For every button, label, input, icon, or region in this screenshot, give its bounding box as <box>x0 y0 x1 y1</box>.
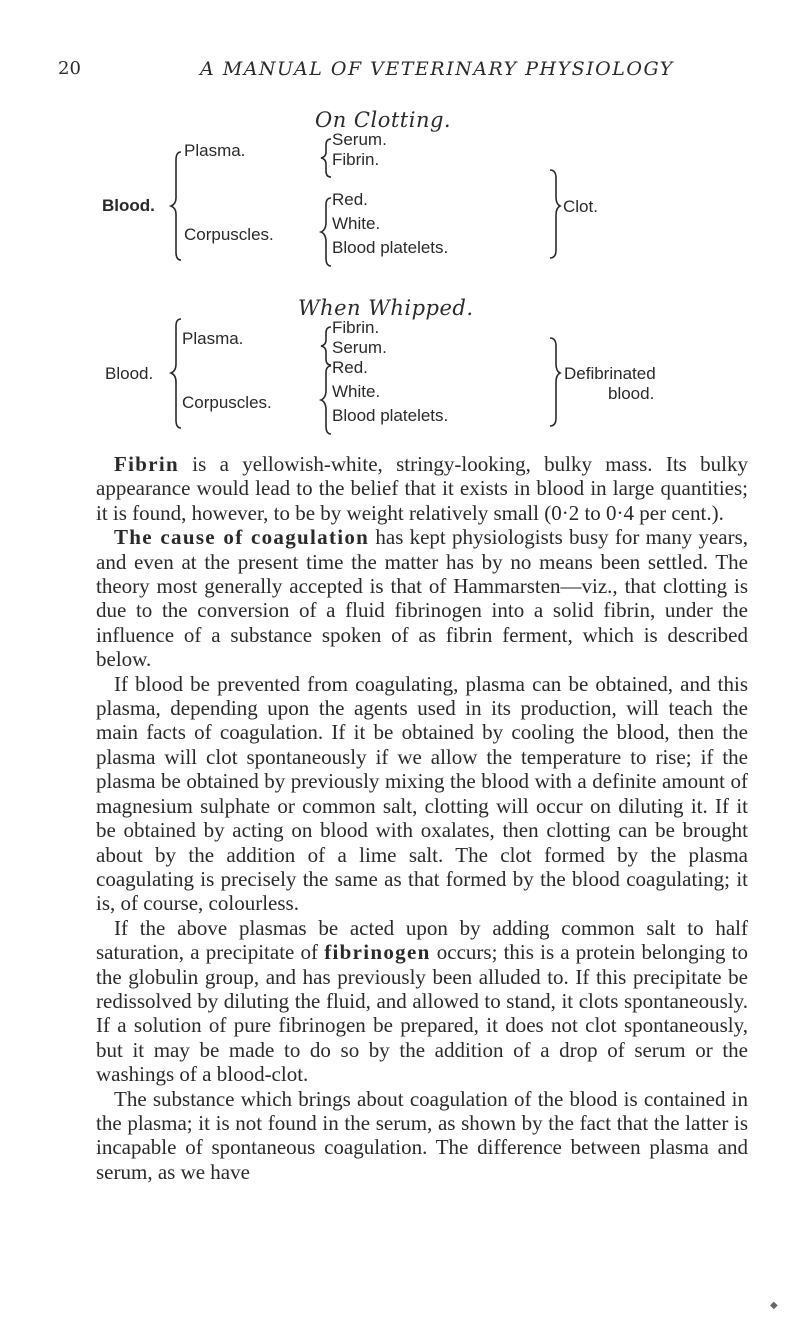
paragraph-fibrin <box>96 452 748 525</box>
whipped-result-line2: blood. <box>608 384 655 403</box>
whipped-result-line1: Defibrinated <box>564 364 656 383</box>
clotting-root-label: Blood. <box>102 196 155 215</box>
clotting-plasma-part-serum: Serum. <box>332 130 387 149</box>
body-text <box>96 452 748 1184</box>
whipped-corpuscle-part-white: White. <box>332 382 381 401</box>
whipped-corpuscles-label: Corpuscles. <box>182 393 272 412</box>
clotting-corpuscle-part-red: Red. <box>332 190 368 209</box>
cause-heading: The cause of coagulation <box>114 525 370 550</box>
whipped-corpuscle-part-red: Red. <box>332 358 368 377</box>
whipped-plasma-label: Plasma. <box>182 329 244 348</box>
clotting-result: Clot. <box>563 197 598 216</box>
clotting-diagram-title: On Clotting. <box>315 108 452 132</box>
whipped-result-brace <box>0 0 800 420</box>
whipped-plasma-part-serum: Serum. <box>332 338 387 357</box>
whipped-corpuscle-part-platelets: Blood platelets. <box>332 406 449 425</box>
fibrinogen-term: fibrinogen <box>324 940 431 965</box>
whipped-root-label: Blood. <box>105 364 154 383</box>
whipped-plasma-part-fibrin: Fibrin. <box>332 318 380 337</box>
whipped-diagram-title: When Whipped. <box>298 296 474 320</box>
paragraph-fibrin-text: is a yellowish-white, stringy-looking, bulky mass. Its bulky appearance would lead to the belief that it exists in blood in large quantities; it is found, however, to be by weight relatively small (0·2 to 0·4 per cent.). <box>96 452 748 525</box>
clotting-corpuscle-part-platelets: Blood platelets. <box>332 238 449 257</box>
paragraph-substance: The substance which brings about coagulation of the blood is contained in the plasma; it is not found in the serum, as shown by the fact that the latter is incapable of spontaneous coagulation. The difference between plasma and serum, as we have <box>96 1086 748 1184</box>
paragraph-fibrinogen: If the above plasmas be acted upon by adding common salt to half saturation, a precipitate of fibrinogen occurs; this is a protein belonging to the globulin group, and has previously been alluded to. If this precipitate be redissolved by diluting the fluid, and allowed to stand, it clots spontaneously. If a solution of pure fibrinogen be prepared, it does not clot spontaneously, but it may be made to do so by the addition of a drop of serum or the washings of a blood-clot. <box>96 915 748 1087</box>
clotting-corpuscle-part-white: White. <box>332 214 381 233</box>
fibrin-term: Fibrin <box>114 452 179 476</box>
clotting-plasma-part-fibrin: Fibrin. <box>332 150 380 169</box>
clotting-corpuscles-label: Corpuscles. <box>184 225 274 244</box>
footer-mark: ◆ <box>770 1300 778 1311</box>
clotting-plasma-label: Plasma. <box>184 141 246 160</box>
page-number: 20 <box>58 58 81 79</box>
paragraph-cause <box>96 525 748 671</box>
paragraph-plasma: If blood be prevented from coagulating, plasma can be obtained, and this plasma, depending upon the agents used in its production, will teach the main facts of coagulation. If it be obtained by cooling the blood, then the plasma will clot spontaneously if we allow the temperature to rise; if the plasma be obtained by previously mixing the blood with a definite amount of magnesium sulphate or common salt, clotting will occur on diluting it. If it be obtained by acting on blood with oxalates, then clotting can be brought about by the addition of a lime salt. The clot formed by the plasma coagulating is precisely the same as that formed by the blood coagulating; it is, of course, colourless. <box>96 671 748 916</box>
paragraph-cause-text: has kept physiologists busy for many years, and even at the present time the matter has by no means been settled. The theory most generally accepted is that of Hammarsten—viz., that clotting is due to the conversion of a fluid fibrinogen into a solid fibrin, under the influence of a substance spoken of as fibrin ferment, which is described below. <box>96 525 749 672</box>
running-title: A MANUAL OF VETERINARY PHYSIOLOGY <box>200 58 674 80</box>
